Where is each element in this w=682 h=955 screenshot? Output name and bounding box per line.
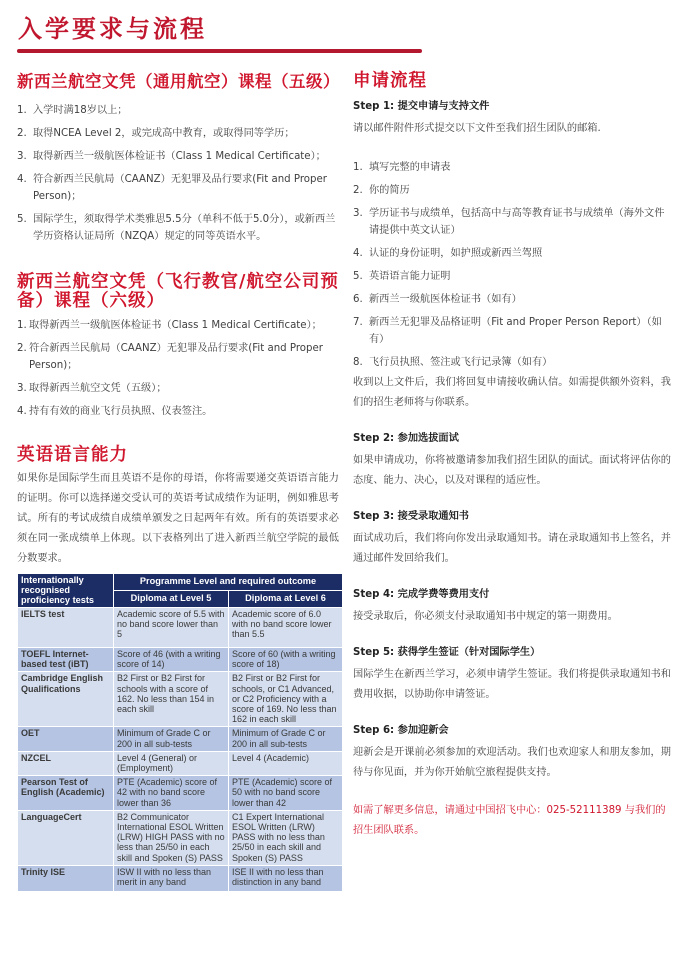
level5-requirements — [17, 102, 339, 245]
table-row: OET Minimum of Grade C or 200 in all sub-tests Minimum of Grade C or 200 in all sub-tests — [18, 727, 343, 751]
step-3-text: 面试成功后，我们将向你发出录取通知书。请在录取通知书上签名，并通过邮件发回给我们。 — [353, 533, 671, 564]
list-item: 2. 你的简历 — [353, 185, 410, 196]
step-1-title: Step 1: 提交申请与支持文件 — [353, 101, 490, 112]
table-row: Trinity ISE ISW II with no less than merit in any band ISE II with no less than distinction in any band — [18, 865, 343, 891]
level5-section — [17, 72, 339, 245]
table-group-header: Programme Level and required outcome — [114, 574, 343, 591]
step-6 — [353, 723, 671, 783]
step-3-title: Step 3: 接受录取通知书 — [353, 511, 469, 522]
list-item: 1. 入学时满18岁以上； — [17, 105, 128, 116]
table-row: Cambridge English Qualifications B2 First or B2 First for schools with a score of 162. No less than 154 in each skill B2 First or B2 First for schools, or C1 Advanced, or C2 Proficiency with a score of 169. No less than 162 in each skill — [18, 672, 343, 727]
step-5 — [353, 645, 671, 705]
step-1-outro: 收到以上文件后，我们将回复申请接收确认信。如需提供额外资料，我们的招生老师将与你联系。 — [353, 377, 671, 408]
list-item: 5. 国际学生，须取得学术类雅思5.5分（单科不低于5.0分），或新西兰学历资格认证局所（NZQA）规定的同等英语水平。 — [17, 214, 336, 242]
list-item: 1. 填写完整的申请表 — [353, 162, 451, 173]
step-4-text: 接受录取后，你必须支付录取通知书中规定的第一期费用。 — [353, 611, 618, 622]
list-item: 2. 取得NCEA Level 2，或完成高中教育，或取得同等学历； — [17, 128, 295, 139]
table-row: Pearson Test of English (Academic) PTE (Academic) score of 42 with no band score lower than 36 PTE (Academic) score of 50 with no band score lower than 42 — [18, 776, 343, 811]
list-item: 5. 英语语言能力证明 — [353, 271, 451, 282]
step-6-text: 迎新会是开课前必须参加的欢迎活动。我们也欢迎家人和朋友参加，期待与你见面，并为你开始航空旅程提供支持。 — [353, 747, 671, 778]
table-col-header: Diploma at Level 6 — [229, 591, 343, 608]
list-item: 3. 取得新西兰一级航医体检证书（Class 1 Medical Certificate）； — [17, 151, 326, 162]
right-column — [353, 72, 671, 841]
step-5-title: Step 5: 获得学生签证（针对国际学生） — [353, 647, 541, 658]
list-item: 1. 取得新西兰一级航医体检证书（Class 1 Medical Certificate）； — [17, 320, 322, 331]
english-requirements-table — [17, 573, 343, 892]
list-item: 3. 学历证书与成绩单，包括高中与高等教育证书与成绩单（海外文件请提供中英文认证） — [353, 208, 665, 236]
english-title: 英语语言能力 — [17, 445, 128, 465]
level5-title: 新西兰航空文凭（通用航空）课程（五级） — [17, 72, 340, 91]
list-item: 8. 飞行员执照、签注或飞行记录簿（如有） — [353, 357, 553, 368]
step-2-title: Step 2: 参加选拔面试 — [353, 433, 459, 444]
step-5-text: 国际学生在新西兰学习，必须申请学生签证。我们将提供录取通知书和费用收据，以协助你申请签证。 — [353, 669, 671, 700]
step-6-title: Step 6: 参加迎新会 — [353, 725, 449, 736]
table-row: LanguageCert B2 Communicator International ESOL Written (LRW) HIGH PASS with no less than 25/50 in each skill and Spoken (S) PASS C1 Expert International ESOL Written (LRW) PASS with no less than 25/50 in each skill and Spoken (S) PASS — [18, 810, 343, 865]
step-3 — [353, 509, 671, 569]
list-item: 7. 新西兰无犯罪及品格证明（Fit and Proper Person Report）（如有） — [353, 317, 662, 345]
table-row: NZCEL Level 4 (General) or (Employment) Level 4 (Academic) — [18, 751, 343, 775]
step-4-title: Step 4: 完成学费等费用支付 — [353, 589, 490, 600]
page-title: 入学要求与流程 — [18, 15, 207, 43]
step-1 — [353, 99, 671, 413]
step-2-text: 如果申请成功，你将被邀请参加我们招生团队的面试。面试将评估你的态度、能力、决心，以及对课程的适应性。 — [353, 455, 671, 486]
list-item: 4. 认证的身份证明，如护照或新西兰驾照 — [353, 248, 543, 259]
table-col-header: Diploma at Level 5 — [114, 591, 229, 608]
table-row: TOEFL Internet-based test (iBT) Score of 46 (with a writing score of 14) Score of 60 (with a writing score of 18) — [18, 648, 343, 672]
contact-info: 如需了解更多信息，请通过中国招飞中心：025-52111389 与我们的招生团队联系。 — [353, 805, 666, 836]
step-2 — [353, 431, 671, 491]
title-divider — [17, 49, 422, 53]
left-column — [17, 72, 339, 892]
list-item: 3. 取得新西兰航空文凭（五级）； — [17, 383, 167, 394]
level6-title: 新西兰航空文凭（飞行教官/航空公司预备）课程（六级） — [17, 272, 339, 311]
process-title: 申请流程 — [353, 71, 427, 91]
step-4 — [353, 587, 671, 627]
list-item: 2. 符合新西兰民航局（CAANZ）无犯罪及品行要求(Fit and Proper Person)； — [17, 343, 323, 371]
level6-requirements — [17, 317, 339, 420]
english-intro: 如果你是国际学生而且英语不是你的母语，你将需要递交英语语言能力的证明。你可以选择递交受认可的英语考试成绩作为证明，例如雅思考试。所有的考试成绩自成绩单颁发之日起两年有效。所有的英语要求必须在同一张成绩单上体现。以下表格列出了进入新西兰航空学院的最低分数要求。 — [17, 473, 339, 564]
level6-section — [17, 273, 339, 420]
list-item: 4. 持有有效的商业飞行员执照、仪表签注。 — [17, 406, 213, 417]
step-1-documents — [353, 159, 671, 371]
step-1-intro: 请以邮件附件形式提交以下文件至我们招生团队的邮箱. — [353, 123, 601, 134]
english-section — [17, 446, 339, 892]
table-row: IELTS test Academic score of 5.5 with no band score lower than 5 Academic score of 6.0 with no band score lower than 5.5 — [18, 608, 343, 648]
list-item: 6. 新西兰一级航医体检证书（如有） — [353, 294, 522, 305]
table-corner-header: Internationally recognised proficiency tests — [18, 574, 114, 608]
list-item: 4. 符合新西兰民航局（CAANZ）无犯罪及品行要求(Fit and Proper Person)； — [17, 174, 327, 202]
